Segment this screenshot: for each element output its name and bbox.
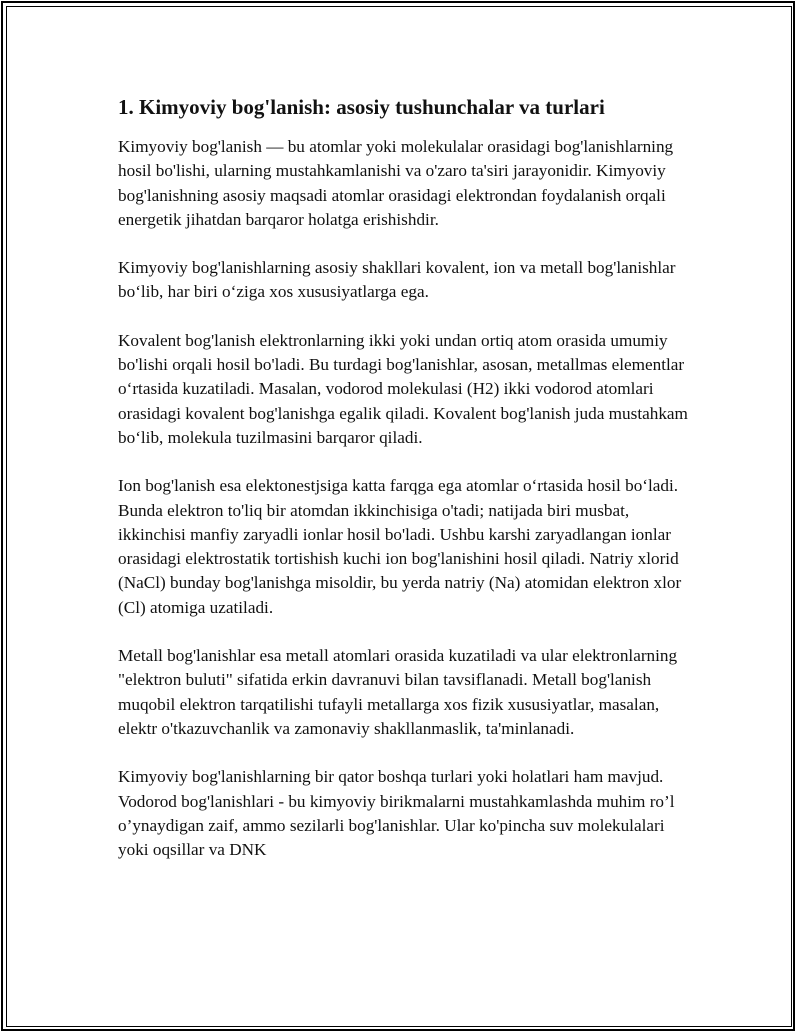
paragraph-covalent: Kovalent bog'lanish elektronlarning ikki yoki undan ortiq atom orasida umumiy bo'lishi orqali hosil bo'ladi. Bu turdagi bog'lanishlar, asosan, metallmas elementlar o‘rtasida kuzatiladi. Masalan, vodorod molekulasi (H2) ikki vodorod atomlari orasidagi kovalent bog'lanishga egalik qiladi. Kovalent bog'lanish juda mustahkam bo‘lib, molekula tuzilmasini barqaror qiladi. bbox=[118, 330, 688, 447]
section-heading: 1. Kimyoviy bog'lanish: asosiy tushunchalar va turlari bbox=[118, 95, 605, 119]
paragraph-metallic: Metall bog'lanishlar esa metall atomlari orasida kuzatiladi va ular elektronlarning "elektron buluti" sifatida erkin davranuvi bilan tavsiflanadi. Metall bog'lanish muqobil elektron tarqatilishi tufayli metallarga xos fizik xususiyatlar, masalan, elektr o'tkazuvchanlik va zamonaviy shakllanmaslik, ta'minlanadi. bbox=[118, 646, 678, 738]
paragraph-other-bonds: Kimyoviy bog'lanishlarning bir qator boshqa turlari yoki holatlari ham mavjud. Vodorod bog'lanishlari - bu kimyoviy birikmalarni mustahkamlashda muhim ro’l o’ynaydigan zaif, ammo sezilarli bog'lanishlar. Ular ko'pincha suv molekulalari yoki oqsillar va DNK bbox=[118, 767, 675, 860]
paragraph-bond-types: Kimyoviy bog'lanishlarning asosiy shakllari kovalent, ion va metall bog'lanishlar bo‘lib, har biri o‘ziga xos xususiyatlarga ega. bbox=[118, 258, 676, 302]
paragraph-ionic: Ion bog'lanish esa elektonestjsiga katta farqga ega atomlar o‘rtasida hosil bo‘ladi. Bunda elektron to'liq bir atomdan ikkinchisiga o'tadi; natijada biri musbat, ikkinchisi manfiy zaryadli ionlar hosil bo'ladi. Ushbu karshi zaryadlangan ionlar orasidagi elektrostatik tortishish kuchi ion bog'lanishini hosil qiladi. Natriy xlorid (NaCl) bunday bog'lanishga misoldir, bu yerda natriy (Na) atomidan elektron xlor (Cl) atomiga uzatiladi. bbox=[118, 476, 682, 617]
paragraph-intro: Kimyoviy bog'lanish — bu atomlar yoki molekulalar orasidagi bog'lanishlarning hosil bo'lishi, ularning mustahkamlanishi va o'zaro ta'siri jarayonidir. Kimyoviy bog'lanishning asosiy maqsadi atomlar orasidagi elektrondan foydalanish orqali energetik jihatdan barqaror holatga erishishdir. bbox=[118, 137, 674, 229]
document-body bbox=[118, 93, 698, 886]
